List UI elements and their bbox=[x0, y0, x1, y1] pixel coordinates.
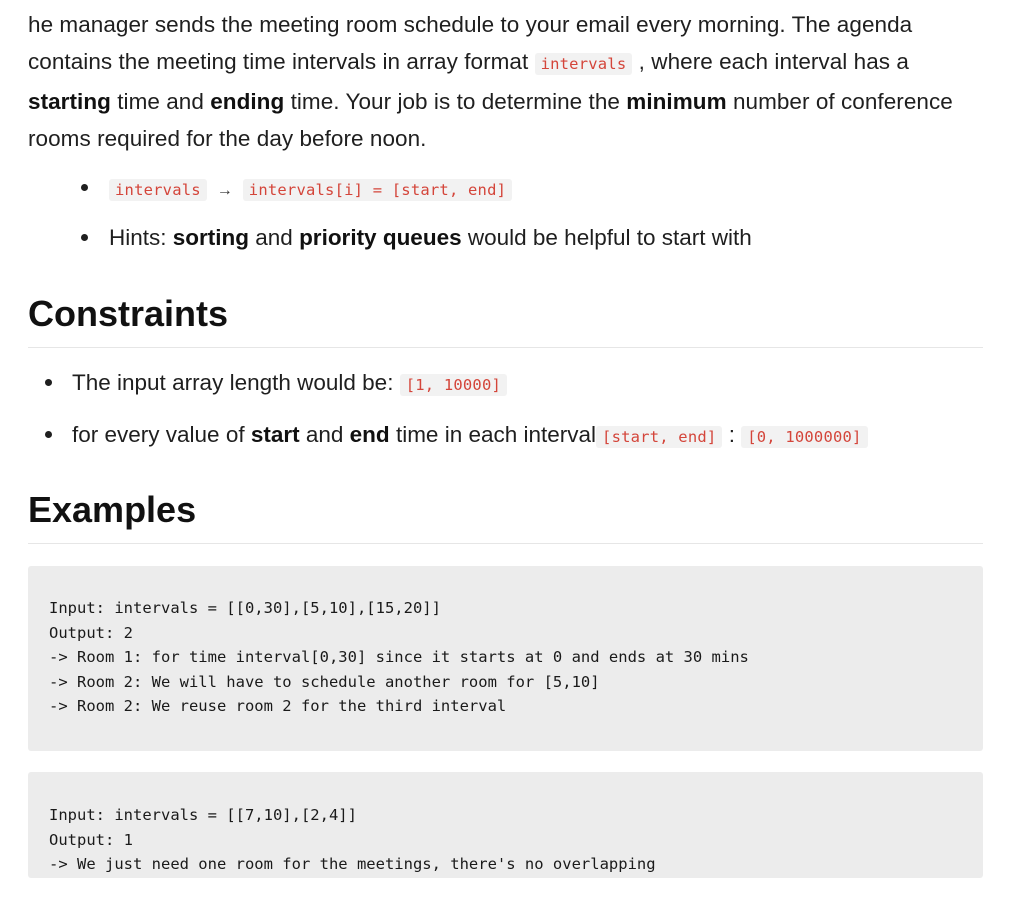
list-item bbox=[80, 220, 980, 256]
section-divider bbox=[28, 347, 983, 348]
constraints-list bbox=[44, 365, 994, 455]
constraints-heading: Constraints bbox=[28, 293, 229, 334]
bullet-dot bbox=[81, 234, 88, 241]
description-text: , where each interval has a bbox=[632, 49, 909, 74]
keyword-ending: ending bbox=[210, 89, 285, 114]
intervals-inline-code: intervals bbox=[535, 53, 633, 75]
list-item bbox=[44, 365, 994, 403]
description-text: time. Your job is to determine the bbox=[284, 89, 627, 114]
list-item bbox=[44, 417, 994, 455]
hint-text: would be helpful to start with bbox=[461, 225, 752, 250]
problem-description bbox=[28, 6, 988, 157]
description-text: he manager sends the meeting room schedule to your email every morning. The agenda contains the meeting time intervals in array format bbox=[28, 12, 913, 74]
constraint-text: and bbox=[299, 422, 350, 447]
list-item bbox=[80, 170, 980, 208]
example-1-code-block bbox=[28, 566, 983, 751]
hint-prefix: Hints: bbox=[109, 225, 173, 250]
bullet-dot bbox=[81, 184, 88, 191]
inline-code: intervals bbox=[109, 179, 207, 201]
inline-code: [0, 1000000] bbox=[741, 426, 867, 448]
code-line: -> Room 2: We reuse room 2 for the third interval bbox=[49, 697, 507, 715]
code-line: Output: 1 bbox=[49, 830, 133, 849]
description-text: time and bbox=[110, 89, 211, 114]
example-2-code-block bbox=[28, 772, 983, 878]
right-arrow-icon: → bbox=[216, 182, 233, 199]
intro-bullet-list bbox=[80, 170, 980, 256]
code-line: -> Room 2: We will have to schedule another room for [5,10] bbox=[49, 672, 600, 691]
examples-heading: Examples bbox=[28, 489, 197, 530]
keyword-sorting: sorting bbox=[172, 225, 250, 250]
code-line: Output: 2 bbox=[49, 623, 133, 642]
code-line: -> We just need one room for the meetings, there's no overlapping bbox=[49, 855, 656, 873]
code-line: Input: intervals = [[7,10],[2,4]] bbox=[49, 806, 357, 824]
hint-text: and bbox=[249, 225, 300, 250]
constraint-text: time in each interval bbox=[389, 422, 597, 447]
section-divider bbox=[28, 543, 983, 544]
keyword-starting: starting bbox=[28, 89, 111, 114]
constraint-separator: : bbox=[722, 422, 742, 447]
code-line: -> Room 1: for time interval[0,30] since it starts at 0 and ends at 30 mins bbox=[49, 648, 749, 666]
inline-code: [1, 10000] bbox=[400, 374, 507, 396]
keyword-minimum: minimum bbox=[626, 89, 727, 114]
bullet-dot bbox=[45, 379, 52, 386]
keyword-end: end bbox=[349, 422, 390, 447]
description-text: number of conference rooms required for the day before noon. bbox=[28, 89, 953, 151]
bullet-dot bbox=[45, 431, 52, 438]
code-line: Input: intervals = [[0,30],[5,10],[15,20]] bbox=[49, 599, 441, 617]
constraint-text: for every value of bbox=[72, 422, 251, 447]
inline-code: [start, end] bbox=[596, 426, 722, 448]
keyword-priority-queues: priority queues bbox=[299, 225, 462, 250]
inline-code: intervals[i] = [start, end] bbox=[243, 179, 512, 201]
keyword-start: start bbox=[250, 422, 300, 447]
constraint-text: The input array length would be: bbox=[72, 370, 400, 395]
